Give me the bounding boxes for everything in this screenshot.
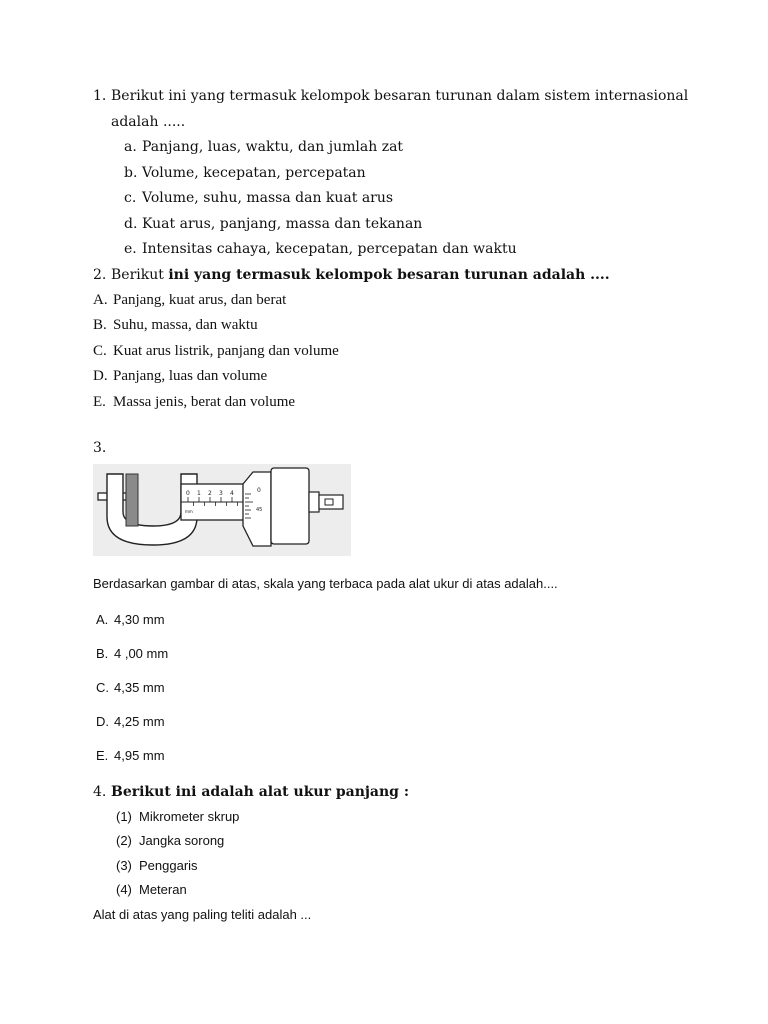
q1-option-text: Panjang, luas, waktu, dan jumlah zat [142, 139, 404, 155]
q3-option-text: 4,35 mm [114, 680, 165, 695]
q2-option-letter: C. [93, 343, 107, 359]
q3-option-letter: E. [96, 748, 109, 763]
q2-option-letter: E. [93, 394, 106, 410]
q3-option-letter: B. [96, 646, 109, 661]
q2-stem-plain: Berikut [111, 267, 164, 283]
q4-item-number: (3) [116, 858, 132, 873]
q1-option-letter: d. [124, 216, 138, 232]
sleeve-unit-label: mm [185, 509, 193, 514]
sleeve-scale-label: 2 [208, 490, 212, 497]
q2-option-letter: D. [93, 368, 108, 384]
q2-option-text: Panjang, luas dan volume [113, 368, 268, 384]
micrometer-drawing [93, 464, 351, 556]
q1-option-letter: a. [124, 139, 137, 155]
q4-item-number: (4) [116, 882, 132, 897]
ratchet-cap [325, 499, 333, 505]
q3-stem: Berdasarkan gambar di atas, skala yang terbaca pada alat ukur di atas adalah.... [93, 576, 558, 591]
q2-number: 2. [93, 267, 107, 283]
q2-option-text: Kuat arus listrik, panjang dan volume [113, 343, 339, 359]
q4-item-number: (2) [116, 833, 132, 848]
q4-number: 4. [93, 784, 107, 800]
q1-number: 1. [93, 88, 107, 104]
ratchet-stem [309, 492, 319, 512]
q4-item-text: Meteran [139, 882, 187, 897]
thimble-label-mid: 45 [256, 507, 263, 513]
thimble-label-top: 0 [257, 487, 261, 494]
q3-option-text: 4,95 mm [114, 748, 165, 763]
measured-object [126, 474, 138, 526]
q1-stem-line2: adalah ..... [111, 114, 186, 130]
sleeve-scale-label: 0 [186, 490, 190, 497]
q2-stem-bold: ini yang termasuk kelompok besaran turunan adalah .... [168, 267, 610, 283]
q1-stem-line1: Berikut ini yang termasuk kelompok besaran turunan dalam sistem internasional [111, 88, 689, 104]
q1-option-text: Intensitas cahaya, kecepatan, percepatan dan waktu [142, 241, 517, 257]
ratchet-knob [271, 468, 309, 544]
q3-option-text: 4,30 mm [114, 612, 165, 627]
q4-item-number: (1) [116, 809, 132, 824]
q1-option-text: Kuat arus, panjang, massa dan tekanan [142, 216, 423, 232]
q2-option-text: Suhu, massa, dan waktu [113, 317, 258, 333]
q3-option-letter: A. [96, 612, 109, 627]
sleeve-scale-label: 1 [197, 490, 201, 497]
q1-option-letter: b. [124, 165, 138, 181]
q3-number: 3. [93, 440, 107, 456]
q4-item-text: Mikrometer skrup [139, 809, 240, 824]
q1-option-letter: e. [124, 241, 137, 257]
q3-option-letter: C. [96, 680, 109, 695]
sleeve-scale-label: 4 [230, 490, 234, 497]
q4-item-text: Penggaris [139, 858, 198, 873]
q2-option-text: Panjang, kuat arus, dan berat [113, 292, 287, 308]
micrometer-image [93, 464, 351, 556]
q3-option-text: 4 ,00 mm [114, 646, 169, 661]
q1-option-text: Volume, kecepatan, percepatan [142, 165, 366, 181]
q2-option-letter: B. [93, 317, 107, 333]
q2-stem [111, 267, 610, 283]
q2-option-letter: A. [93, 292, 108, 308]
q1-option-letter: c. [124, 190, 137, 206]
q4-question: Alat di atas yang paling teliti adalah ... [93, 907, 312, 922]
q4-item-text: Jangka sorong [139, 833, 225, 848]
q1-option-text: Volume, suhu, massa dan kuat arus [142, 190, 394, 206]
sleeve-scale-label: 3 [219, 490, 223, 497]
q4-stem: Berikut ini adalah alat ukur panjang : [111, 784, 410, 800]
q2-option-text: Massa jenis, berat dan volume [113, 394, 296, 410]
q3-option-letter: D. [96, 714, 109, 729]
q3-option-text: 4,25 mm [114, 714, 165, 729]
